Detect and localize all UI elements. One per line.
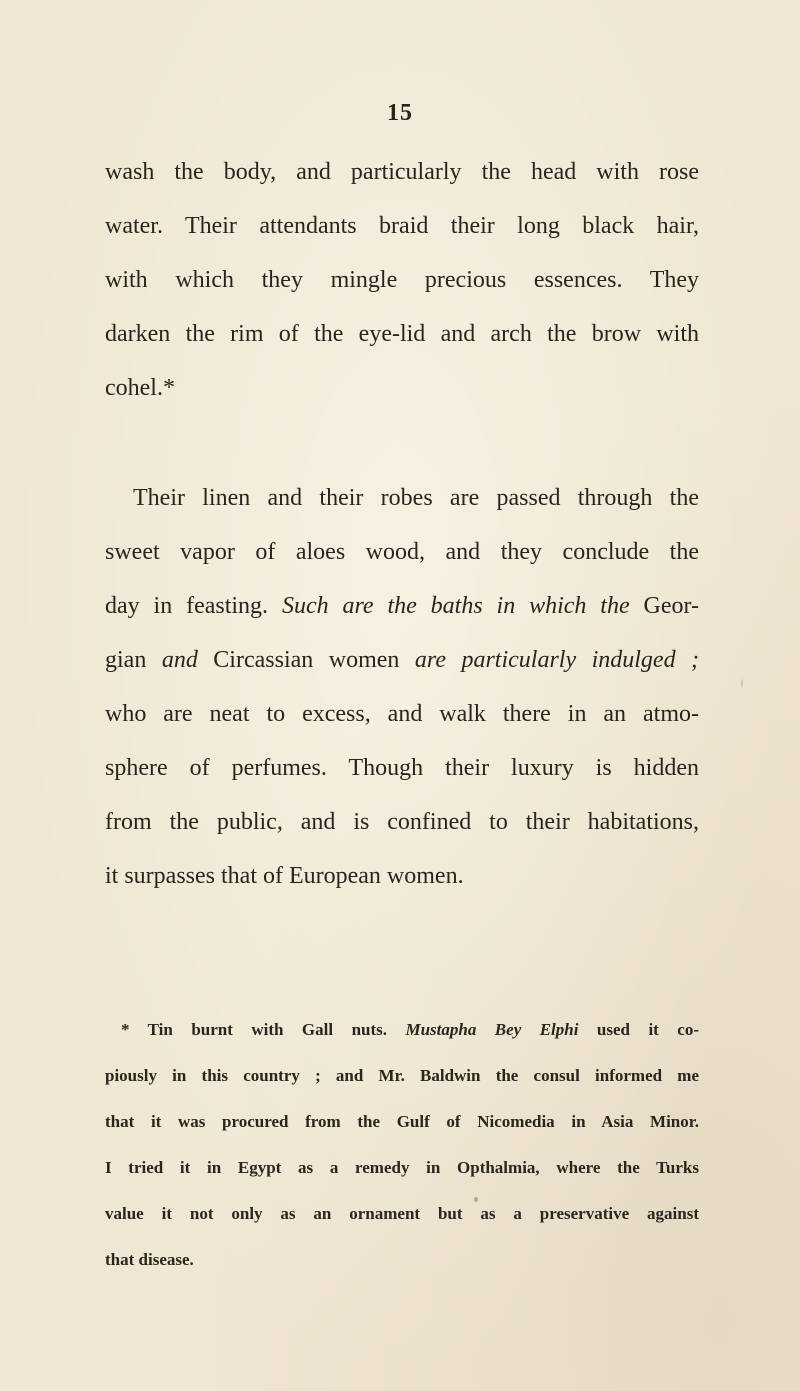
footnote-line: that it was procured from the Gulf of Nicomedia in Asia Minor. bbox=[105, 1112, 699, 1131]
text-run: used it co- bbox=[596, 1020, 700, 1039]
text-line: darken the rim of the eye-lid and arch the brow with bbox=[105, 321, 699, 347]
footnote-line: value it not only as an ornament but as a preservative against bbox=[105, 1204, 699, 1223]
paragraph-1 bbox=[105, 145, 699, 415]
paragraph-gap bbox=[105, 415, 699, 471]
paper-speck bbox=[741, 679, 743, 688]
text-line: Their linen and their robes are passed through the bbox=[133, 485, 699, 511]
text-run: day in feasting. bbox=[105, 593, 269, 619]
text-line: from the public, and is confined to their habitations, bbox=[105, 809, 699, 835]
footnote-line bbox=[105, 1007, 699, 1053]
paragraph-2 bbox=[105, 471, 699, 903]
text-line: who are neat to excess, and walk there in an atmo- bbox=[105, 701, 699, 727]
page-number: 15 bbox=[387, 100, 413, 126]
footnote bbox=[105, 1007, 699, 1283]
footnote-line: piously in this country ; and Mr. Baldwin the consul informed me bbox=[105, 1066, 699, 1085]
footnote-line: I tried it in Egypt as a remedy in Opthalmia, where the Turks bbox=[105, 1158, 699, 1177]
italic-run: Such are the baths in which the bbox=[281, 593, 630, 619]
text-line: sphere of perfumes. Though their luxury is hidden bbox=[105, 755, 699, 781]
footnote-line: that disease. bbox=[105, 1250, 194, 1269]
text-line bbox=[105, 633, 699, 687]
text-line: wash the body, and particularly the head with rose bbox=[105, 159, 699, 185]
text-run: Geor- bbox=[643, 593, 700, 619]
italic-run: are particularly indulged ; bbox=[414, 647, 700, 673]
text-line bbox=[105, 579, 699, 633]
text-run: * Tin burnt with Gall nuts. bbox=[121, 1020, 388, 1039]
paper-speck bbox=[474, 1197, 478, 1202]
text-line: cohel.* bbox=[105, 375, 175, 401]
text-line: with which they mingle precious essences. They bbox=[105, 267, 699, 293]
text-line: water. Their attendants braid their long black hair, bbox=[105, 213, 699, 239]
italic-run: and bbox=[161, 647, 198, 673]
italic-run: Mustapha Bey Elphi bbox=[405, 1020, 579, 1039]
main-text bbox=[105, 145, 699, 903]
text-line: it surpasses that of European women. bbox=[105, 863, 464, 889]
text-run: gian bbox=[105, 647, 147, 673]
text-line: sweet vapor of aloes wood, and they conclude the bbox=[105, 539, 699, 565]
text-run: Circassian women bbox=[213, 647, 400, 673]
